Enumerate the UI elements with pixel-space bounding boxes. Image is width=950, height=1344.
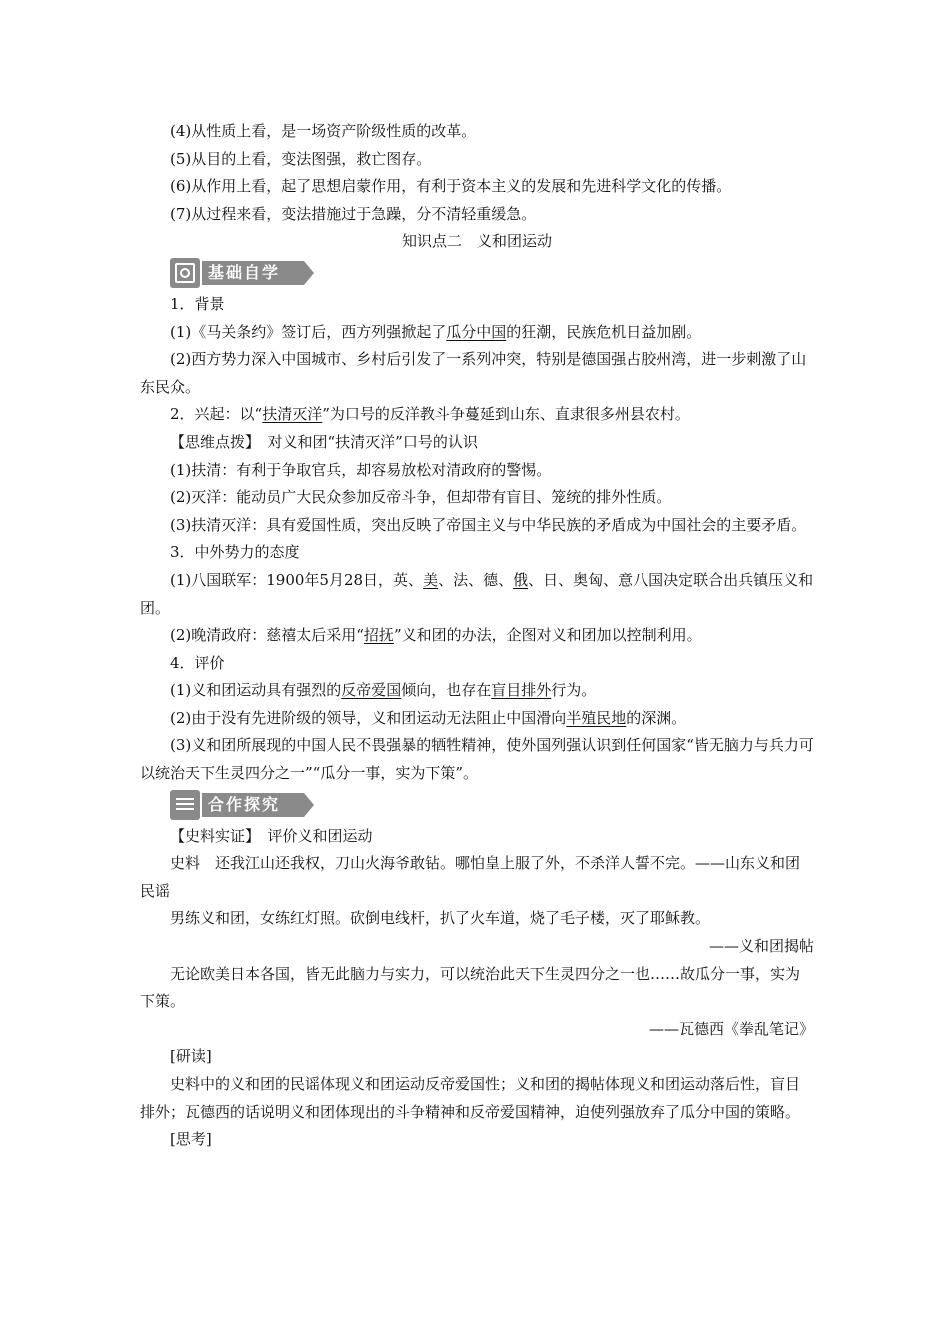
document-page <box>140 118 814 1154</box>
banner-label: 合作探究 <box>202 793 304 817</box>
evidence-quote-3: 无论欧美日本各国，皆无此脑力与实力，可以统治此天下生灵四分之一也……故瓜分一事，实为下策。 <box>140 964 801 1011</box>
s3-p2: (2)晚清政府：慈禧太后采用“招抚”义和团的办法，企图对义和团加以控制利用。 <box>170 626 702 645</box>
banner-label: 基础自学 <box>202 261 304 285</box>
banner-basic-self-study <box>170 258 312 288</box>
evidence-quote-2-source: ——义和团揭帖 <box>708 937 814 956</box>
s1-p2: (2)西方势力深入中国城市、乡村后引发了一系列冲突，特别是德国强占胶州湾，进一步刺激了山东民众。 <box>140 350 807 396</box>
tip-title: 【思维点拨】 对义和团“扶清灭洋”口号的认识 <box>170 432 478 451</box>
s4-title: 4．评价 <box>170 653 225 672</box>
tip-p2: (2)灭洋：能动员广大民众参加反帝斗争，但却带有盲目、笼统的排外性质。 <box>170 488 672 507</box>
s3-p1: (1)八国联军：1900年5月28日，英、美、法、德、俄、日、奥匈、意八国决定联合出兵镇压义和团。 <box>140 570 814 617</box>
evidence-quote-3-source: ——瓦德西《拳乱笔记》 <box>648 1019 814 1038</box>
tip-p3: (3)扶清灭洋：具有爱国性质，突出反映了帝国主义与中华民族的矛盾成为中国社会的主要矛盾。 <box>170 515 807 534</box>
arrow-icon <box>304 793 314 817</box>
banner-cooperative-inquiry <box>170 790 312 820</box>
study-text: 史料中的义和团的民谣体现义和团运动反帝爱国性；义和团的揭帖体现义和团运动落后性，盲目排外；瓦德西的话说明义和团体现出的斗争精神和反帝爱国精神，迫使列强放弃了瓜分中国的策略。 <box>140 1075 801 1121</box>
s1-p1: (1)《马关条约》签订后，西方列强掀起了瓜分中国的狂潮，民族危机日益加剧。 <box>170 322 702 341</box>
s4-p1: (1)义和团运动具有强烈的反帝爱国倾向，也存在盲目排外行为。 <box>170 681 597 700</box>
book-icon <box>170 258 200 288</box>
tip-p1: (1)扶清：有利于争取官兵，却容易放松对清政府的警惕。 <box>170 460 552 479</box>
intro-line-7: (7)从过程来看，变法措施过于急躁，分不清轻重缓急。 <box>170 204 537 223</box>
intro-line-4: (4)从性质上看，是一场资产阶级性质的改革。 <box>170 122 477 140</box>
s3-title: 3．中外势力的态度 <box>170 543 300 562</box>
field-icon <box>170 790 200 820</box>
s2-line: 2．兴起：以“扶清灭洋”为口号的反洋教斗争蔓延到山东、直隶很多州县农村。 <box>170 405 690 424</box>
intro-line-6: (6)从作用上看，起了思想启蒙作用，有利于资本主义的发展和先进科学文化的传播。 <box>170 177 732 196</box>
evidence-title: 【史料实证】 评价义和团运动 <box>170 826 373 845</box>
s4-p3: (3)义和团所展现的中国人民不畏强暴的牺牲精神，使外国列强认识到任何国家“皆无脑力与兵力可以统治天下生灵四分之一”“瓜分一事，实为下策”。 <box>140 736 814 783</box>
arrow-icon <box>304 261 314 285</box>
think-label: [思考] <box>170 1130 212 1149</box>
evidence-quote-2: 男练义和团，女练红灯照。砍倒电线杆，扒了火车道，烧了毛子楼，灭了耶稣教。 <box>170 909 711 928</box>
s4-p2: (2)由于没有先进阶级的领导，义和团运动无法阻止中国滑向半殖民地的深渊。 <box>170 708 687 727</box>
study-label: [研读] <box>170 1047 212 1066</box>
evidence-quote-1: 史料 还我江山还我权，刀山火海爷敢钻。哪怕皇上服了外，不杀洋人誓不完。——山东义和团民谣 <box>140 854 801 900</box>
intro-line-5: (5)从目的上看，变法图强，救亡图存。 <box>170 149 432 168</box>
section-title: 知识点二 义和团运动 <box>401 232 552 251</box>
s1-title: 1．背景 <box>170 294 225 313</box>
